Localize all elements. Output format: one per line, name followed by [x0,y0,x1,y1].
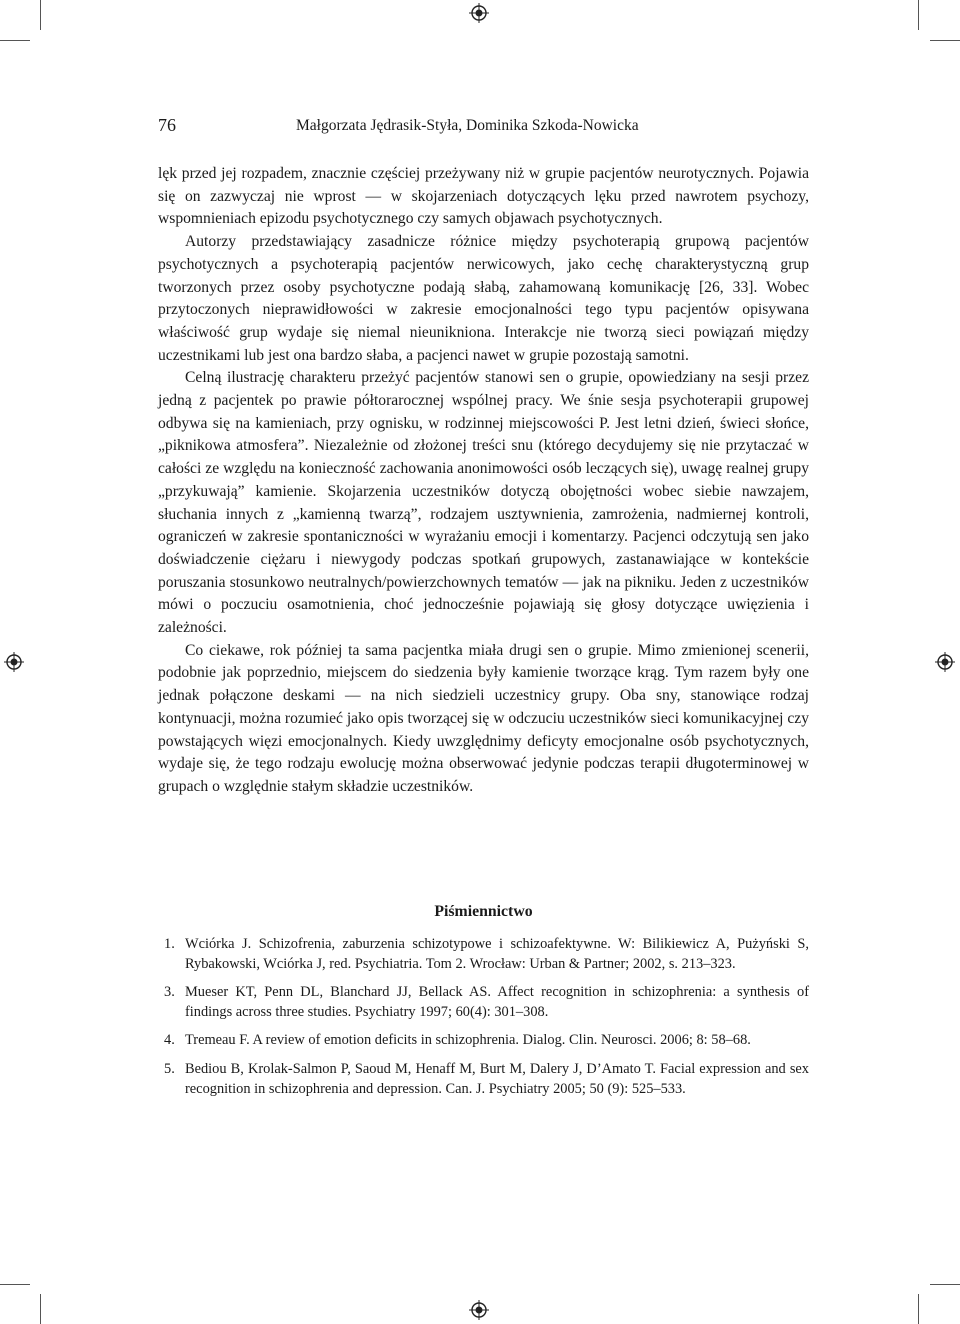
crop-mark [40,1294,41,1324]
references-list [158,935,809,1108]
crop-mark [918,1294,919,1324]
paragraph: Autorzy przedstawiający zasadnicze różnice między psychoterapią grupową pacjentów psychotycznych a psychoterapią pacjentów nerwicowych, jako cechę charakterystyczną grup tworzonych przez osoby psychotyczne podają słabą, zahamowaną komunikację [26, 33]. Wobec przytoczonych nieprawidłowości w zakresie emocjonalności tego typu pacjentów opisywana właściwość grup wydaje się niemal nieunikniona. Interakcje nie tworzą sieci powiązań między uczestnikami lub jest ona bardzo słaba, a pacjenci nawet w grupie pozostają samotni. [158,233,809,364]
reference-number: 4. [164,1032,175,1049]
crop-mark [0,40,30,41]
crop-mark [0,1284,30,1285]
body-text [158,163,809,799]
reference-item [158,1031,809,1051]
reference-number: 1. [164,936,175,952]
reference-text: Mueser KT, Penn DL, Blanchard JJ, Bellack AS. Affect recognition in schizophrenia: a synthesis of findings across three studies. Psychiatry 1997; 60(4): 301–308. [185,984,809,1020]
registration-mark-icon [469,3,489,23]
reference-item [158,1060,809,1099]
reference-number: 5. [164,1060,175,1077]
paragraph: lęk przed jej rozpadem, znacznie częściej przeżywany niż w grupie pacjentów neurotycznych. Pojawia się on zazwyczaj nie wprost — w skojarzeniach dotyczących lęku przed nawrotem psychozy, wspomnieniach epizodu psychotycznego czy samych objawach psychotycznych. [158,165,809,228]
crop-mark [930,1284,960,1285]
reference-text: Wciórka J. Schizofrenia, zaburzenia schizotypowe i schizoafektywne. W: Bilikiewicz A, Pużyński S, Rybakowski, Wciórka J, red. Psychiatria. Tom 2. Wrocław: Urban & Partner; 2002, s. 213–323. [185,936,809,972]
registration-mark-icon [4,652,24,672]
crop-mark [930,40,960,41]
crop-mark [918,0,919,30]
registration-mark-icon [935,652,955,672]
paragraph: Co ciekawe, rok później ta sama pacjentka miała drugi sen o grupie. Mimo zmienionej scenerii, podobnie jak poprzednio, miejscem do siedzenia były kamienie tworzące krąg. Tym razem były one jednak połączone deskami — na nich siedzieli uczestnicy grupy. Oba sny, stanowiące rodzaj kontynuacji, można rozumieć jako opis tworzącej się w odczuciu uczestników sieci komunikacyjnej czy powstających więzi emocjonalnych. Kiedy uwzględnimy deficyty emocjonalne osób psychotycznych, wydaje się, że tego rodzaju ewolucję można obserwować jedynie podczas terapii długoterminowej w grupach o względnie stałym składzie uczestników. [158,641,809,795]
reference-number: 3. [164,984,175,1001]
running-head: Małgorzata Jędrasik-Styła, Dominika Szkoda-Nowicka [296,117,639,134]
reference-item [158,935,809,974]
reference-item [158,983,809,1022]
crop-mark [40,0,41,30]
reference-text: Bediou B, Krolak-Salmon P, Saoud M, Henaff M, Burt M, Dalery J, D’Amato T. Facial expression and sex recognition in schizophrenia and depression. Can. J. Psychiatry 2005; 50 (9): 525–533. [185,1060,809,1097]
reference-text: Tremeau F. A review of emotion deficits in schizophrenia. Dialog. Clin. Neurosci. 2006; 8: 58–68. [185,1032,751,1049]
page-number: 76 [158,115,176,135]
references-title: Piśmiennictwo [434,903,533,920]
page-header [158,115,808,139]
registration-mark-icon [469,1300,489,1320]
paragraph: Celną ilustrację charakteru przeżyć pacjentów stanowi sen o grupie, opowiedziany na sesji przez jedną z pacjentek po prawie półtorarocznej wspólnej pracy. We śnie sesja psychoterapii grupowej odbywa się na kamieniach, przy ognisku, w rodzinnej miejscowości P. Jest letni dzień, świeci słońce, „piknikowa atmosfera”. Niezależnie od złożonej treści snu (którego decydujemy się nie przytaczać w całości ze względu na konieczność zachowania anonimowości osób leczących się), uwagę realnej grupy „przykuwają” kamienie. Skojarzenia uczestników dotyczą obojętności wobec siebie nawzajem, słuchania innych z „kamienną twarzą”, rodzajem usztywnienia, zamrożenia, nadmiernej kontroli, ograniczeń w zakresie spontaniczności w wyrażaniu emocji i komentarzy. Pacjenci odczytują sen jako doświadczenie ciężaru i niewygody podczas spotkań grupowych, zastanawiające w kontekście poruszania stosunkowo neutralnych/powierzchownych tematów — jak na pikniku. Jeden z uczestników mówi o poczuciu osamotnienia, choć jednocześnie pojawiają się głosy dotyczące uwięzienia i zależności. [158,369,809,637]
